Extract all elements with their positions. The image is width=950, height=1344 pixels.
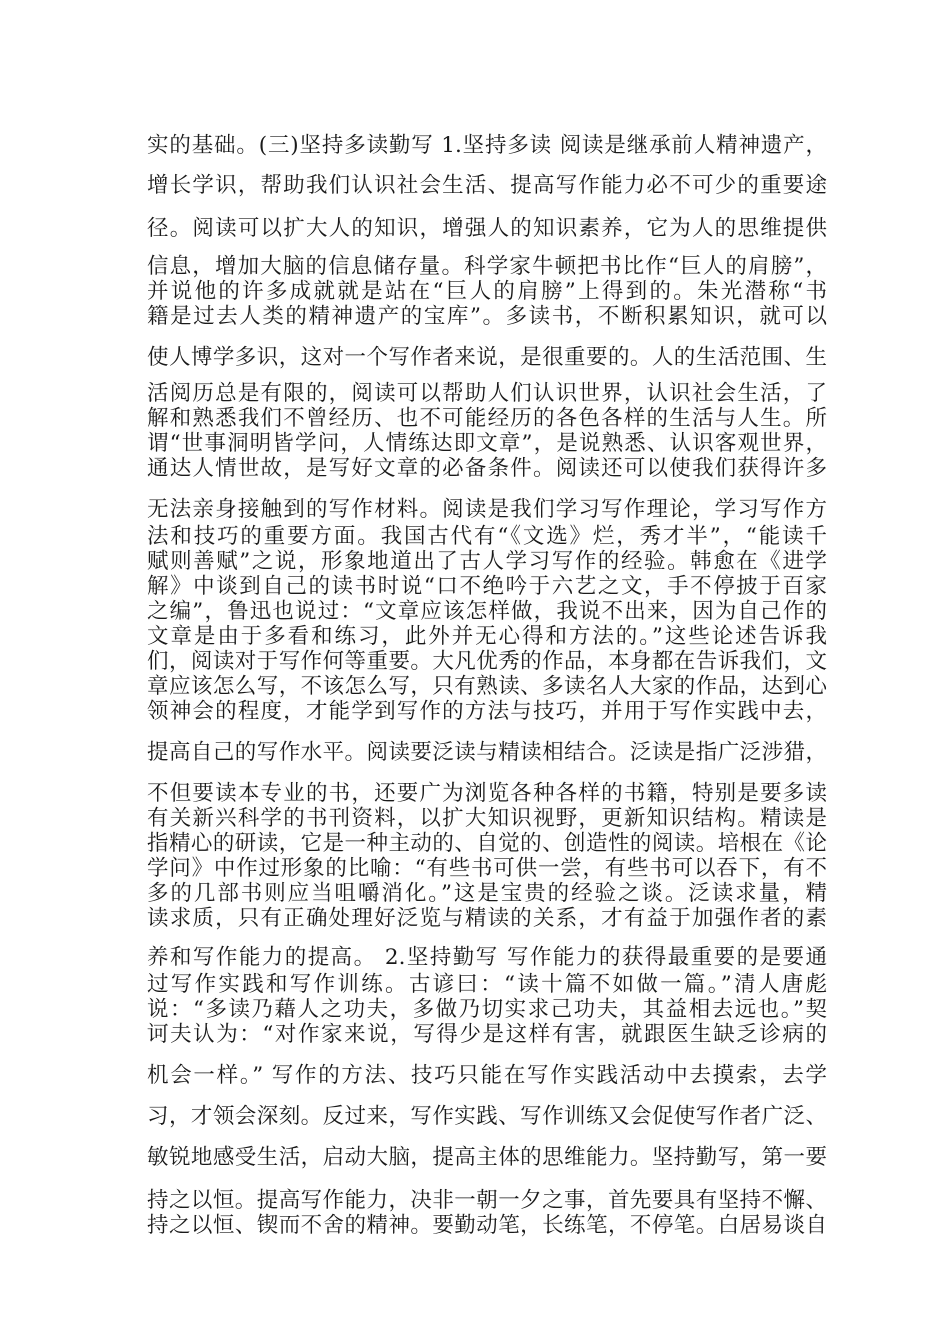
text-line: 法和技巧的重要方面。我国古代有“《文选》烂，秀才半”，“能读千 (147, 524, 827, 549)
text-line: 多的几部书则应当咀嚼消化。”这是宝贵的经验之谈。泛读求量，精 (147, 881, 827, 906)
text-line: 们，阅读对于写作何等重要。大凡优秀的作品，本身都在告诉我们，文 (147, 649, 827, 674)
text-line: 领神会的程度，才能学到写作的方法与技巧，并用于写作实践中去， (147, 699, 827, 724)
text-line: 文章是由于多看和练习，此外并无心得和方法的。”这些论述告诉我 (147, 624, 827, 649)
text-line: 机会一样。” 写作的方法、技巧只能在写作实践活动中去摸索，去学 (147, 1063, 827, 1088)
text-line: 使人博学多识，这对一个写作者来说，是很重要的。人的生活范围、生 (147, 345, 827, 370)
text-line: 读求质，只有正确处理好泛览与精读的关系，才有益于加强作者的素 (147, 906, 827, 931)
text-line: 活阅历总是有限的，阅读可以帮助人们认识世界，认识社会生活，了 (147, 381, 827, 406)
text-line: 不但要读本专业的书，还要广为浏览各种各样的书籍，特别是要多读 (147, 781, 827, 806)
text-line: 指精心的研读，它是一种主动的、自觉的、创造性的阅读。培根在《论 (147, 831, 827, 856)
text-line: 敏锐地感受生活，启动大脑，提高主体的思维能力。坚持勤写，第一要 (147, 1145, 827, 1170)
text-line: 信息，增加大脑的信息储存量。科学家牛顿把书比作“巨人的肩膀”， (147, 254, 827, 279)
text-line: 章应该怎么写，不该怎么写，只有熟读、多读名人大家的作品，达到心 (147, 674, 827, 699)
text-line: 提高自己的写作水平。阅读要泛读与精读相结合。泛读是指广泛涉猎， (147, 740, 827, 765)
text-line: 赋则善赋”之说，形象地道出了古人学习写作的经验。韩愈在《进学 (147, 549, 827, 574)
text-line: 持之以恒、锲而不舍的精神。要勤动笔，长练笔，不停笔。白居易谈自 (147, 1213, 827, 1238)
text-line: 之编”，鲁迅也说过：“文章应该怎样做，我说不出来，因为自己作的 (147, 599, 827, 624)
text-line: 径。阅读可以扩大人的知识，增强人的知识素养，它为人的思维提供 (147, 216, 827, 241)
text-line: 学问》中作过形象的比喻：“有些书可供一尝，有些书可以吞下，有不 (147, 856, 827, 881)
text-line: 诃夫认为：“对作家来说，写得少是这样有害，就跟医生缺乏诊病的 (147, 1022, 827, 1047)
text-line: 谓“世事洞明皆学问，人情练达即文章”，是说熟悉、认识客观世界， (147, 431, 827, 456)
text-line: 过写作实践和写作训练。古谚曰：“读十篇不如做一篇。”清人唐彪 (147, 972, 827, 997)
text-line: 无法亲身接触到的写作材料。阅读是我们学习写作理论，学习写作方 (147, 497, 827, 522)
text-line: 并说他的许多成就就是站在“巨人的肩膀”上得到的。朱光潜称“书 (147, 279, 827, 304)
text-line: 通达人情世故，是写好文章的必备条件。阅读还可以使我们获得许多 (147, 456, 827, 481)
text-line: 籍是过去人类的精神遗产的宝库”。多读书，不断积累知识，就可以 (147, 304, 827, 329)
text-line: 有关新兴科学的书刊资料，以扩大知识视野，更新知识结构。精读是 (147, 806, 827, 831)
text-line: 持之以恒。提高写作能力，决非一朝一夕之事，首先要具有坚持不懈、 (147, 1188, 827, 1213)
text-line: 实的基础。(三)坚持多读勤写 1.坚持多读 阅读是继承前人精神遗产， (147, 133, 827, 158)
text-line: 养和写作能力的提高。 2.坚持勤写 写作能力的获得最重要的是要通 (147, 945, 827, 970)
text-line: 解和熟悉我们不曾经历、也不可能经历的各色各样的生活与人生。所 (147, 406, 827, 431)
text-line: 习，才领会深刻。反过来，写作实践、写作训练又会促使写作者广泛、 (147, 1104, 827, 1129)
text-line: 说：“多读乃藉人之功夫，多做乃切实求己功夫，其益相去远也。”契 (147, 997, 827, 1022)
text-line: 增长学识，帮助我们认识社会生活、提高写作能力必不可少的重要途 (147, 173, 827, 198)
text-line: 解》中谈到自己的读书时说“口不绝吟于六艺之文，手不停披于百家 (147, 574, 827, 599)
